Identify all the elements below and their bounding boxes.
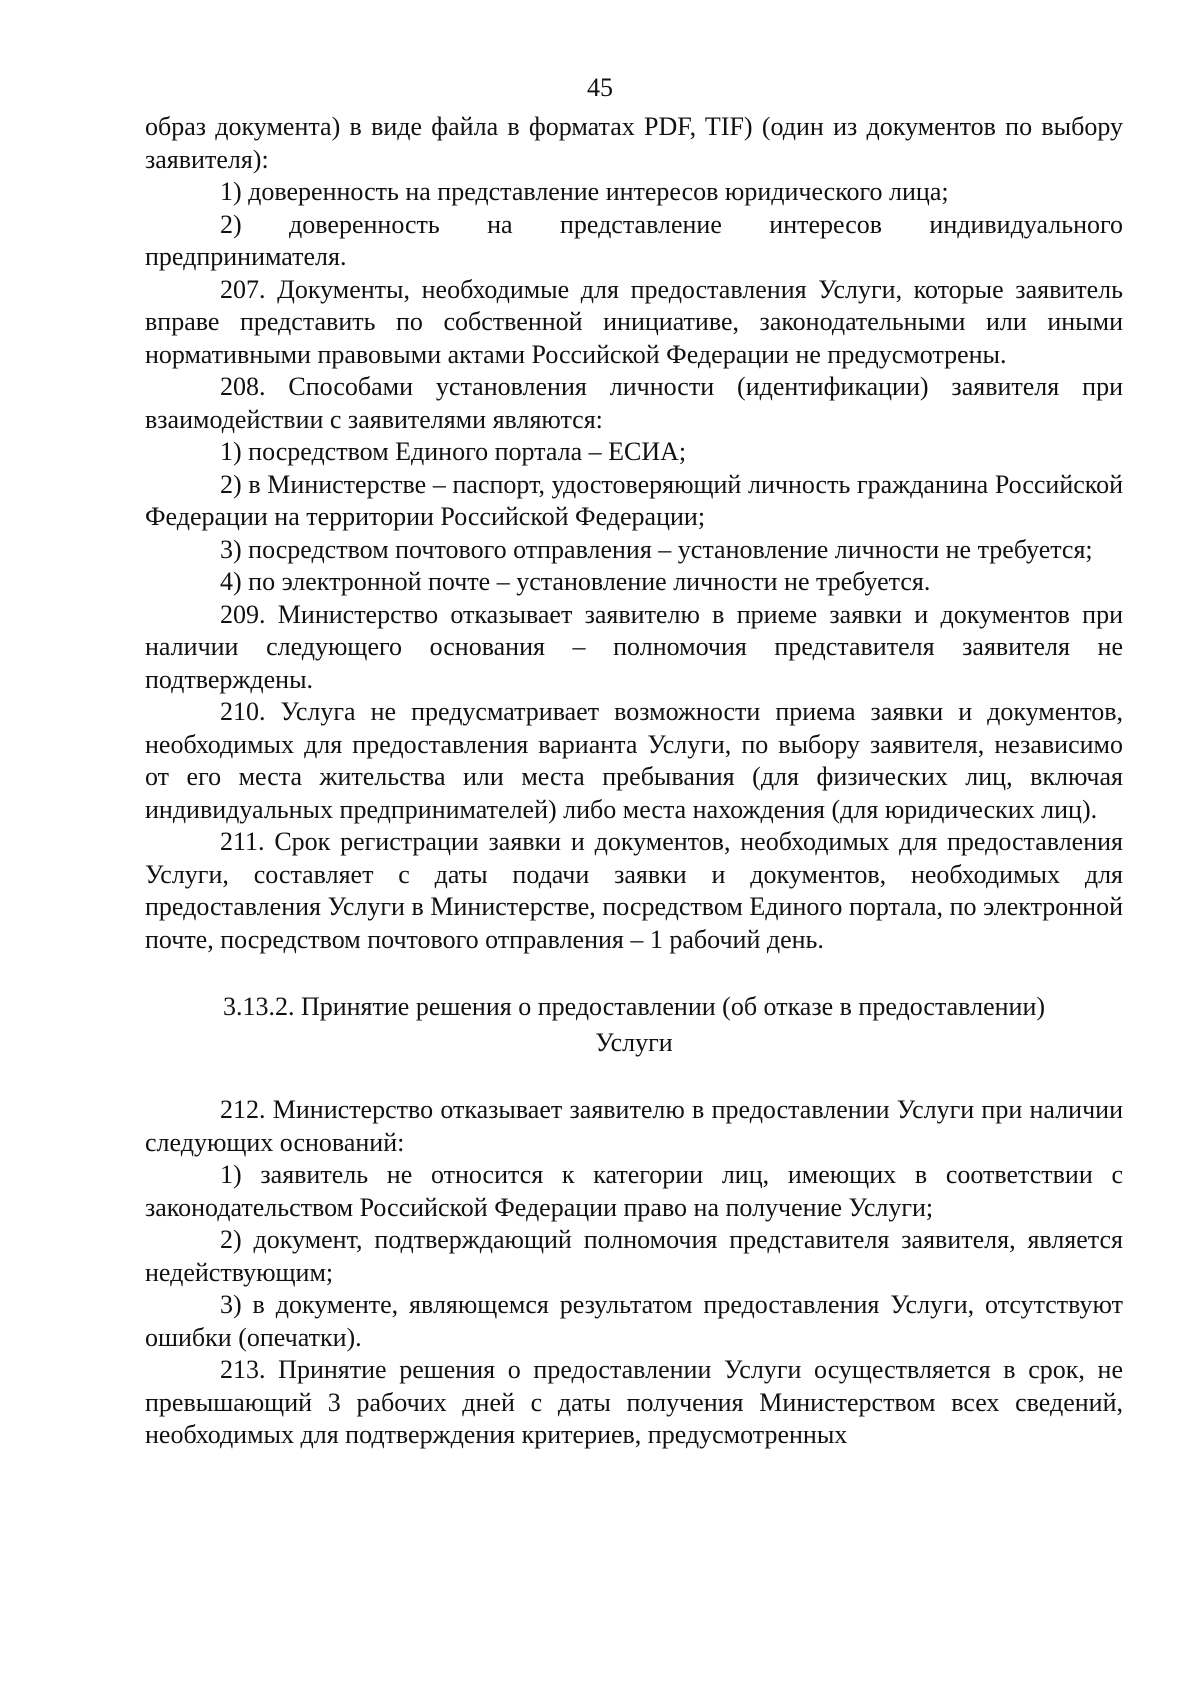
section-heading: [145, 989, 1123, 1061]
list-item-206-1: 1) доверенность на представление интересов юридического лица;: [220, 177, 949, 206]
list-item-208-3: 3) посредством почтового отправления – установление личности не требуется;: [220, 534, 1093, 564]
paragraph-211: 211. Срок регистрации заявки и документов, необходимых для предоставления Услуги, составляет с даты подачи заявки и документов, необходимых для предоставления Услуги в Министерстве, посредством Единого портала, по электронной почте, посредством почтового отправления – 1 рабочий день.: [145, 827, 1123, 954]
list-item-212-3: 3) в документе, являющемся результатом предоставления Услуги, отсутствуют ошибки (опечатки).: [145, 1290, 1123, 1352]
list-item-212-2: 2) документ, подтверждающий полномочия представителя заявителя, является недействующим;: [145, 1225, 1123, 1287]
paragraph-210: 210. Услуга не предусматривает возможности приема заявки и документов, необходимых для предоставления варианта Услуги, по выбору заявителя, независимо от его места жительства или места пребывания (для физических лиц, включая индивидуальных предпринимателей) либо места нахождения (для юридических лиц).: [145, 697, 1123, 824]
list-item-208-1: 1) посредством Единого портала – ЕСИА;: [220, 437, 687, 466]
paragraph-209: 209. Министерство отказывает заявителю в приеме заявки и документов при наличии следующего основания – полномочия представителя заявителя не подтверждены.: [145, 599, 1123, 694]
list-item-212-1: 1) заявитель не относится к категории лиц, имеющих в соответствии с законодательством Российской Федерации право на получение Услуги;: [145, 1160, 1123, 1222]
section-heading-line-1: 3.13.2. Принятие решения о предоставлении (об отказе в предоставлении): [222, 992, 1046, 1021]
paragraph-207: 207. Документы, необходимые для предоставления Услуги, которые заявитель вправе представить по собственной инициативе, законодательными или иными нормативными правовыми актами Российской Федерации не предусмотрены.: [145, 274, 1123, 369]
list-item-206-2: 2) доверенность на представление интересов индивидуального предпринимателя.: [145, 209, 1123, 271]
list-item-208-2: 2) в Министерстве – паспорт, удостоверяющий личность гражданина Российской Федерации на территории Российской Федерации;: [145, 469, 1123, 531]
paragraph-208: 208. Способами установления личности (идентификации) заявителя при взаимодействии с заявителями являются:: [145, 372, 1123, 434]
page-number: 45: [587, 73, 613, 102]
paragraph-continuation: образ документа) в виде файла в форматах PDF, TIF) (один из документов по выбору заявителя):: [145, 112, 1123, 174]
list-item-208-4: 4) по электронной почте – установление личности не требуется.: [220, 567, 931, 596]
section-heading-line-2: Услуги: [595, 1028, 673, 1057]
document-body: [145, 111, 1123, 1452]
paragraph-212: 212. Министерство отказывает заявителю в предоставлении Услуги при наличии следующих оснований:: [145, 1095, 1123, 1157]
paragraph-213: 213. Принятие решения о предоставлении Услуги осуществляется в срок, не превышающий 3 рабочих дней с даты получения Министерством всех сведений, необходимых для подтверждения критериев, предусмотренных: [145, 1355, 1123, 1449]
